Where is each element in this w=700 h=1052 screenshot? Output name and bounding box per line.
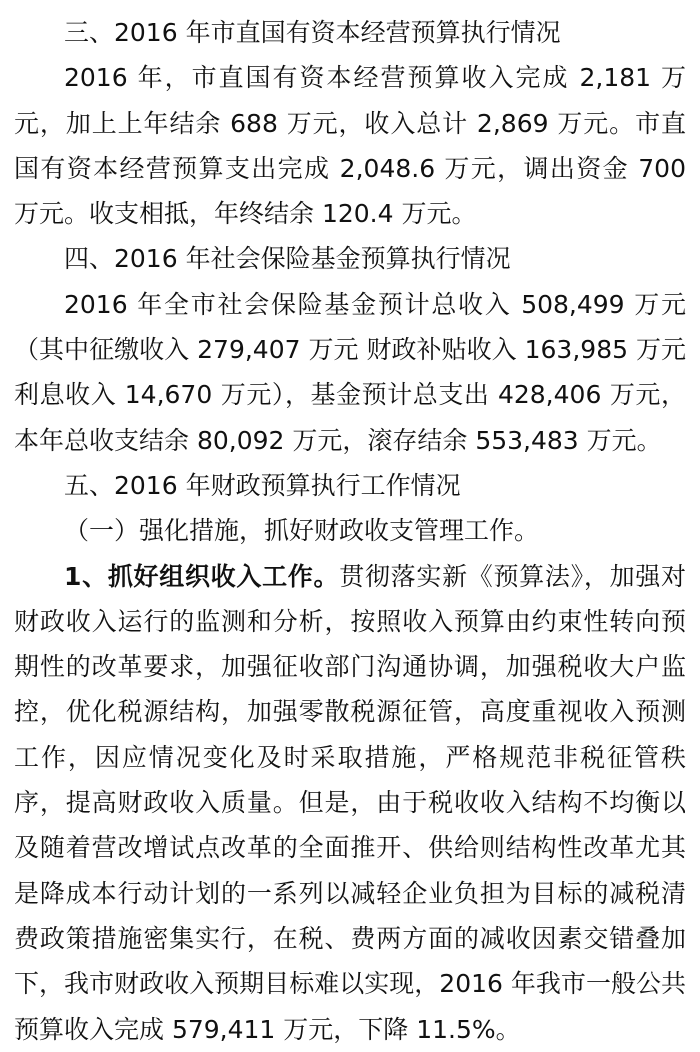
- paragraph-revenue-collection: [14, 554, 686, 1052]
- section-heading-social-insurance: 四、2016 年社会保险基金预算执行情况: [64, 244, 511, 274]
- item-title: 1、抓好组织收入工作。: [64, 561, 340, 591]
- subheading-revenue-management: （一）强化措施，抓好财政收支管理工作。: [64, 516, 540, 546]
- item-body: 贯彻落实新《预算法》，加强对财政收入运行的监测和分析，按照收入预算由约束性转向预期性的改革要求，加强征收部门沟通协调，加强税收大户监控，优化税源结构，加强零散税源征管，高度重视收入预测工作，因应情况变化及时采取措施，严格规范非税征管秩序，提高财政收入质量。但是，由于税收收入结构不均衡以及随着营改增试点改革的全面推开、供给则结构性改革尤其是降成本行动计划的一系列以减轻企业负担为目标的减税清费政策措施密集实行，在税、费两方面的减收因素交错叠加下，我市财政收入预期目标难以实现，2016 年我市一般公共预算收入完成 579,411 万元，下降 11.5%。: [14, 561, 686, 1044]
- section-heading-budget-work: 五、2016 年财政预算执行工作情况: [64, 470, 461, 500]
- paragraph-state-capital: 2016 年，市直国有资本经营预算收入完成 2,181 万元，加上上年结余 688 万元，收入总计 2,869 万元。市直国有资本经营预算支出完成 2,048.6 万元，调出资金 700 万元。收支相抵，年终结余 120.4 万元。: [14, 63, 686, 229]
- section-heading-state-capital: 三、2016 年市直国有资本经营预算执行情况: [64, 18, 561, 47]
- paragraph-social-insurance: 2016 年全市社会保险基金预计总收入 508,499 万元（其中征缴收入 279,407 万元 财政补贴收入 163,985 万元 利息收入 14,670 万元），基金预计总支出 428,406 万元，本年总收支结余 80,092 万元，滚存结余 553,483 万元。: [14, 289, 686, 455]
